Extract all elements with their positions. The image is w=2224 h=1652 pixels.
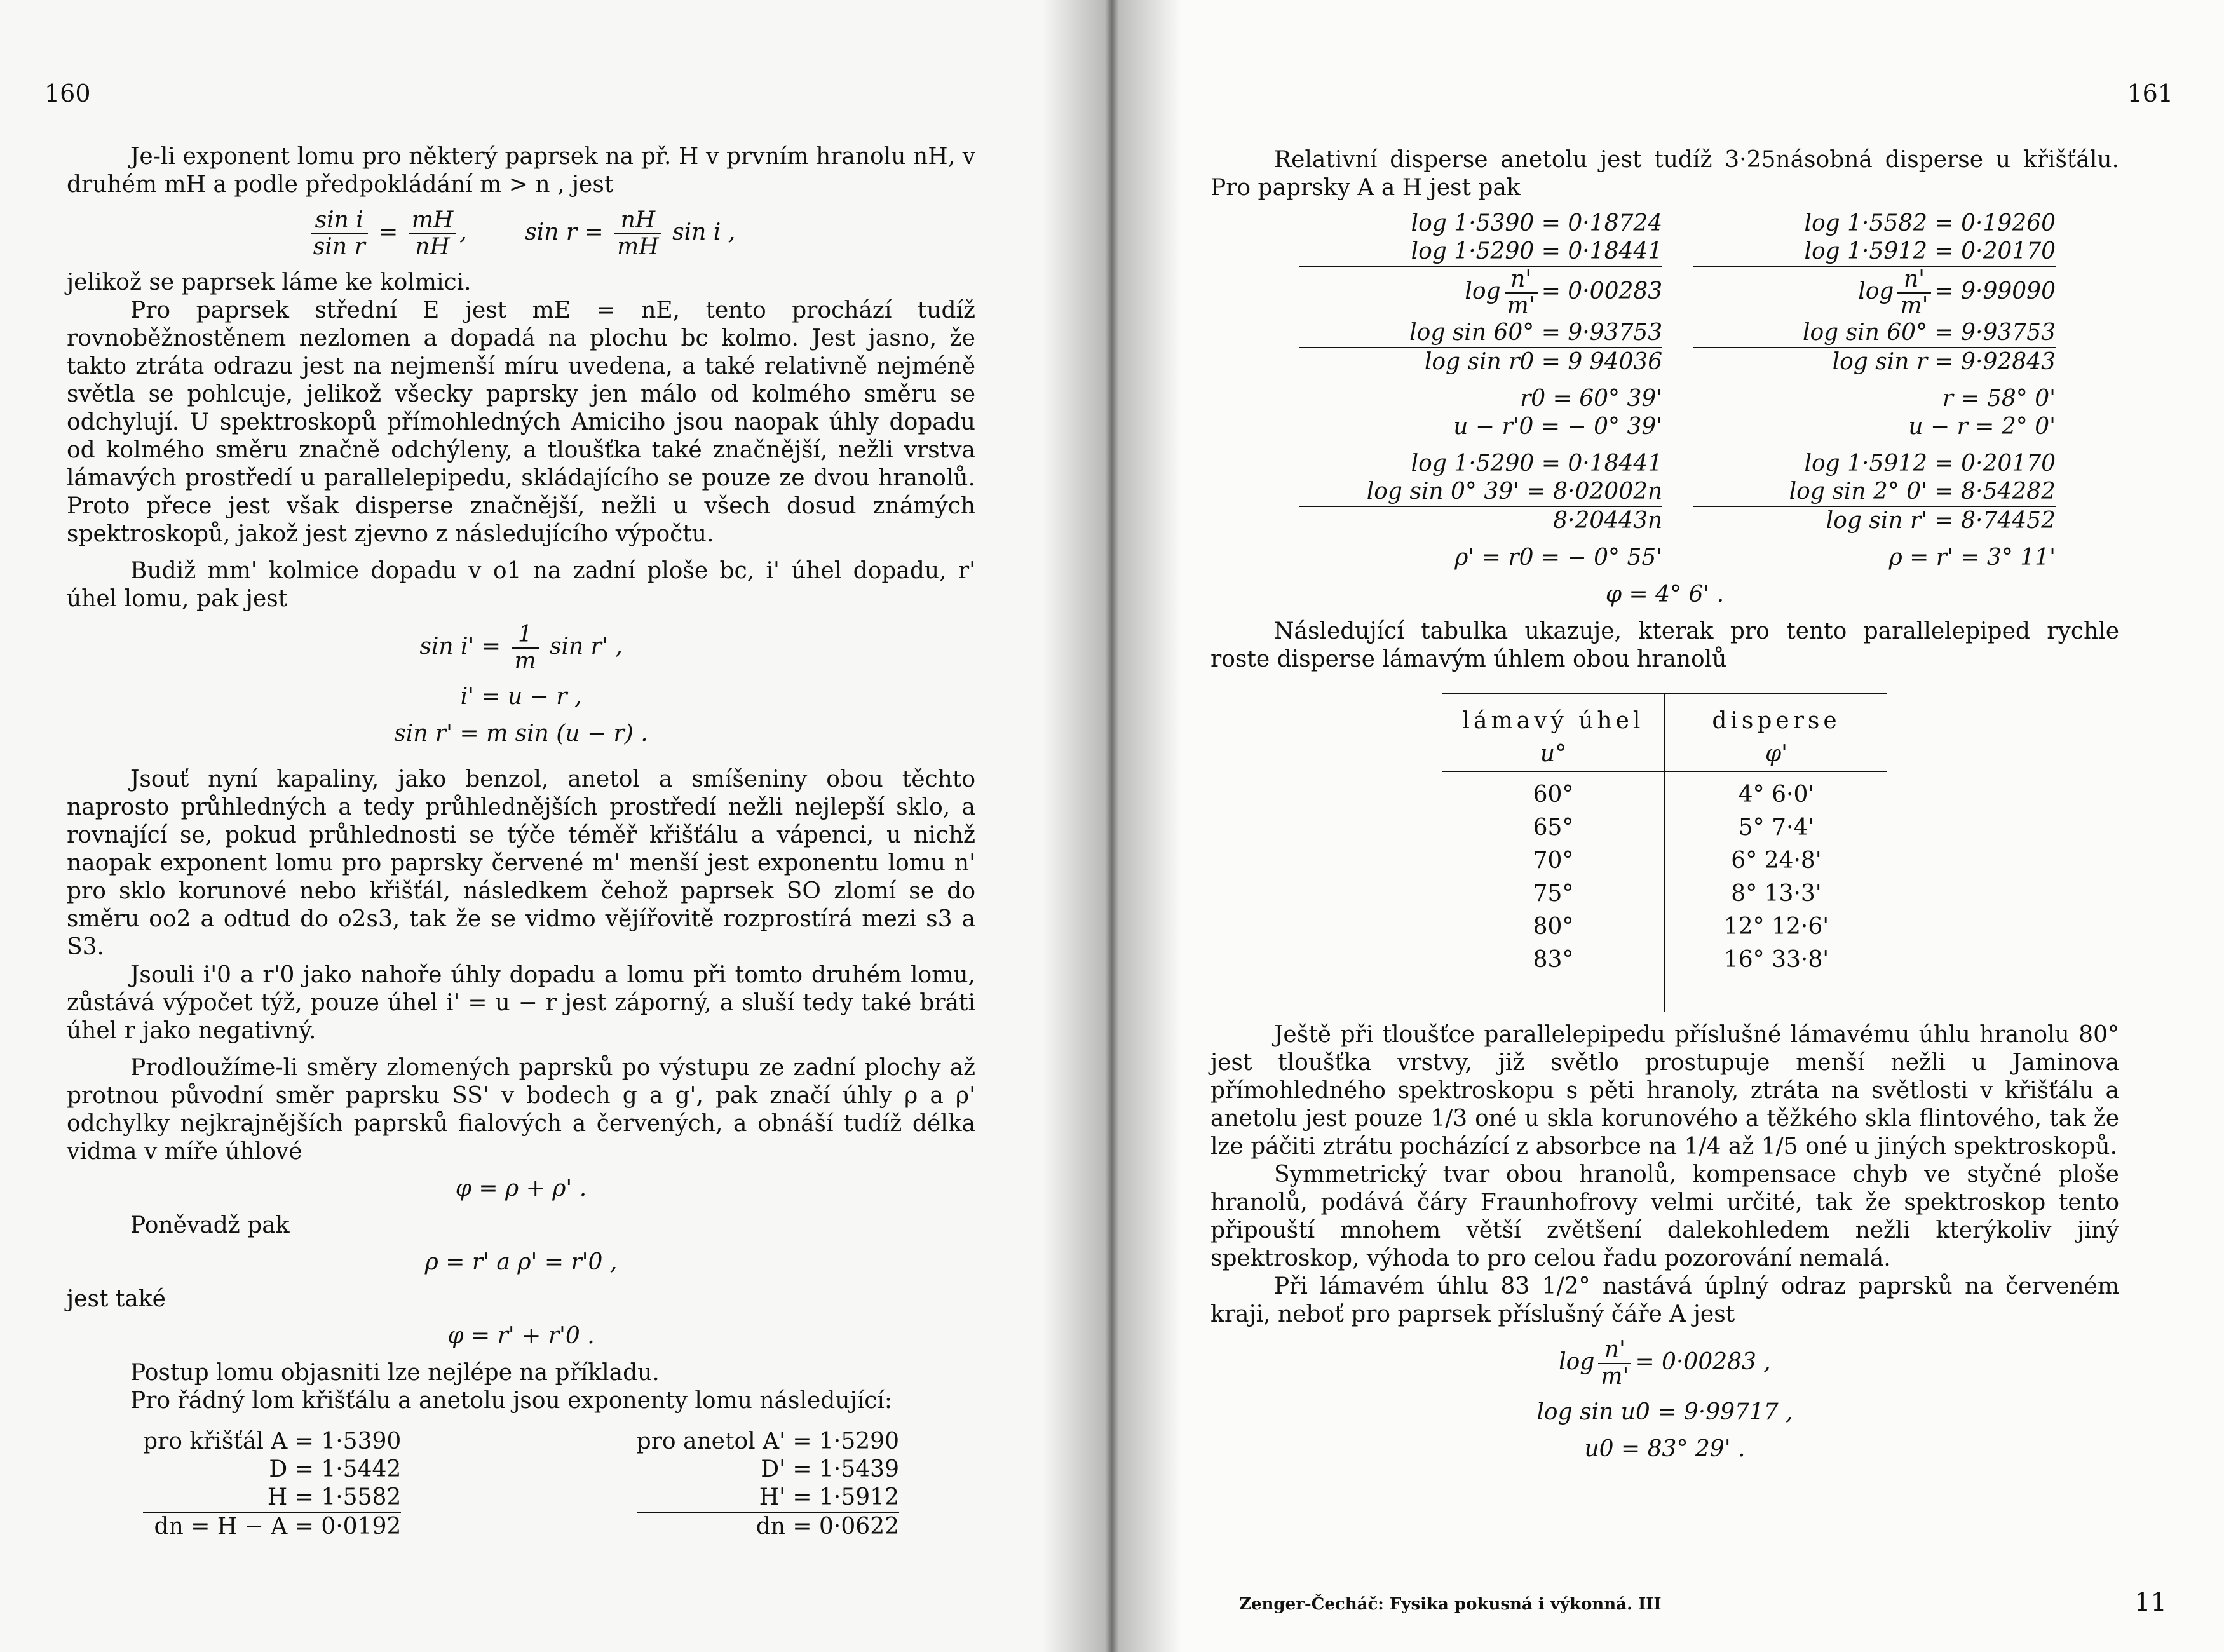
left-para-4: Budiž mm' kolmice dopadu v o1 na zadní ploše bc, i' úhel dopadu, r' úhel lomu, pak jest xyxy=(67,558,975,612)
right-para-2: Symmetrický tvar obou hranolů, kompensace chyb ve styčné ploše hranolů, podává čáry Fraunhofrovy velmi určité, tak že spektroskop tento připouští mnohem větší zvětšení dalekohledem nežli kterýkoliv jiný spektroskop, výhoda to pro celou řadu pozorování nemalá. xyxy=(1210,1161,2119,1271)
right-text-block xyxy=(1210,146,2119,1472)
eq-i-prime: i' = u − r , xyxy=(460,684,582,710)
eq-phi-r: φ = r' + r'0 . xyxy=(447,1323,595,1349)
eq-sin-i-prime: sin i' = $\frac{1}{m}$ sin r' , xyxy=(419,621,623,674)
eq-final-sin: log sin u0 = 9·99717 , xyxy=(1536,1399,1793,1425)
left-para-9: jest také xyxy=(67,1286,166,1312)
right-para-3: Při lámavém úhlu 83 1/2° nastává úplný odraz paprsků na červeném kraji, neboť pro paprsek příslušný čáře A jest xyxy=(1210,1273,2119,1327)
eq-sin-ratio: $\frac{\text{sin i}}{\text{sin r}}$ = $\frac{mH}{nH}$ , sin r = $\frac{nH}{mH}$ sin i , xyxy=(67,208,975,260)
left-para-3: Pro paprsek střední E jest mE = nE, tento prochází tudíž rovnoběžnostěnem nezlomen a dopadá na plochu bc kolmo. Jest jasno, že takto ztráta odrazu jest na nejmenší míru uvedena, a také relativně nejméně světla se pohlcuje, jelikož všecky paprsky jen málo od kolmého směru se odchylují. U spektroskopů přímohledných Amiciho jsou naopak úhly dopadu od kolmého směru značně odchýleny, a tloušťka také značnější, nežli vrstva lámavých prostředí u parallelepipedu, skládajícího se pouze ze dvou hranolů. Proto přece jest však disperse značnější, nežli u všech dosud známých spektroskopů, jakož jest zjevno z následujícího výpočtu. xyxy=(67,297,975,547)
right-para-1: Ještě při tloušťce parallelepipedu příslušné lámavému úhlu hranolu 80° jest tloušťka vrstvy, již světlo prostupuje menší nežli u Jaminova přímohledného spektroskopu s pěti hranoly, ztráta na světlosti v křišťálu a anetolu jest pouze 1/3 oné u skla korunového a těžkého skla flintového, tak že lze páčiti ztrátu pocházící z absorbce na 1/4 až 1/5 oné u jiných spektroskopů. xyxy=(1210,1022,2119,1160)
table-intro: Následující tabulka ukazuje, kterak pro tento parallelepiped rychle roste disperse lámavým úhlem obou hranolů xyxy=(1210,618,2119,672)
right-page-number: 161 xyxy=(2127,79,2173,107)
crystal-column: pro křišťál A = 1·5390 D = 1·5442 H = 1·5582 dn = H − A = 0·0192 xyxy=(143,1428,402,1540)
eq-phi-rho: φ = ρ + ρ' . xyxy=(455,1175,587,1202)
exponent-columns xyxy=(67,1428,975,1541)
calc-left-column: log 1·5390 = 0·18724 log 1·5290 = 0·18441 log $\frac{n'}{m'}$ = 0·00283 log sin 60° = 9·93753 log sin r0 = 9 94036 r0 = 60° 39' u − r'0 = − 0° 39' log 1·5290 = 0·18441 log sin 0° 39' = 8·02002n 8·20443n ρ' = r0 = − 0° 55' xyxy=(1299,210,1662,572)
signature-number: 11 xyxy=(2134,1588,2167,1617)
calc-right-column: log 1·5582 = 0·19260 log 1·5912 = 0·20170 log $\frac{n'}{m'}$ = 9·99090 log sin 60° = 9·93753 log sin r = 9·92843 r = 58° 0' u − r = 2° 0' log 1·5912 = 0·20170 log sin 2° 0' = 8·54282 log sin r' = 8·74452 ρ = r' = 3° 11' xyxy=(1693,210,2056,572)
table-row: 80° 12° 12·6' xyxy=(1442,911,1887,944)
eq-rho: ρ = r' a ρ' = r'0 , xyxy=(424,1249,618,1275)
left-para-8: Poněvadž pak xyxy=(130,1212,290,1238)
eq-final-log: log $\frac{n'}{m'}$ = 0·00283 , xyxy=(1559,1337,1771,1390)
left-para-10: Postup lomu objasniti lze nejlépe na příkladu. xyxy=(130,1360,660,1386)
book-gutter xyxy=(1042,0,1182,1652)
phi-result: φ = 4° 6' . xyxy=(1605,581,1725,607)
left-para-6: Jsouli i'0 a r'0 jako nahoře úhly dopadu a lomu při tomto druhém lomu, zůstává výpočet týž, pouze úhel i' = u − r jest záporný, a sluší tedy také bráti úhel r jako negativný. xyxy=(67,962,975,1044)
table-header-angle: lámavý úhel xyxy=(1442,694,1665,738)
right-page xyxy=(1112,0,2224,1652)
eq-sin-r-prime: sin r' = m sin (u − r) . xyxy=(394,721,648,747)
table-row: 60° 4° 6·0' xyxy=(1442,778,1887,811)
table-row: 75° 8° 13·3' xyxy=(1442,877,1887,911)
eq-final-u0: u0 = 83° 29' . xyxy=(1584,1436,1746,1462)
table-header-dispersion: disperse xyxy=(1712,708,1841,734)
log-calculation xyxy=(1210,210,2119,572)
table-row: 70° 6° 24·8' xyxy=(1442,844,1887,877)
right-intro: Relativní disperse anetolu jest tudíž 3·25násobná disperse u křišťálu. Pro paprsky A a H jest pak xyxy=(1210,147,2119,201)
left-para-5: Jsouť nyní kapaliny, jako benzol, anetol a smíšeniny obou těchto naprosto průhledných a tedy průhlednějších prostředí nežli nejlepší sklo, a rovnající se, pokud průhlednosti se týče téměř křišťálu a vápenci, u nichž naopak exponent lomu pro paprsky červené m' menší jest exponentu lomu n' pro sklo korunové nebo křišťál, následkem čehož paprsek SO zlomí se do směru oo2 a odtud do o2s3, tak že se vidmo vějířovitě rozprostírá mezi s3 a S3. xyxy=(67,766,975,960)
left-para-7: Prodloužíme-li směry zlomených paprsků po výstupu ze zadní plochy až protnou původní směr paprsku SS' v bodech g a g', pak značí úhly ρ a ρ' odchylky nejkrajnějších paprsků fialových a červených, a obnáší tudíž délka vidma v míře úhlové xyxy=(67,1055,975,1165)
table-row: 65° 5° 7·4' xyxy=(1442,811,1887,844)
left-page-number: 160 xyxy=(44,79,91,107)
dispersion-table: lámavý úhel disperse u° φ' 60° 4° 6·0' 65° 5° 7·4' 70° 6° 24·8' 75° 8° 13·3' 80° 12° 12·6' 83° 16° 33·8' xyxy=(1442,693,1887,1012)
anetol-column: pro anetol A' = 1·5290 D' = 1·5439 H' = 1·5912 dn = 0·0622 xyxy=(636,1428,899,1540)
left-para-2: jelikož se paprsek láme ke kolmici. xyxy=(67,269,471,295)
table-row: 83° 16° 33·8' xyxy=(1442,944,1887,1012)
footer-citation: Zenger-Čecháč: Fysika pokusná i výkonná. III xyxy=(1239,1595,1662,1614)
left-para-11: Pro řádný lom křišťálu a anetolu jsou exponenty lomu následující: xyxy=(130,1388,893,1414)
left-para-1: Je-li exponent lomu pro některý paprsek na př. H v prvním hranolu nH, v druhém mH a podle předpokládání m > n , jest xyxy=(67,144,975,198)
left-text-block xyxy=(67,143,975,1541)
